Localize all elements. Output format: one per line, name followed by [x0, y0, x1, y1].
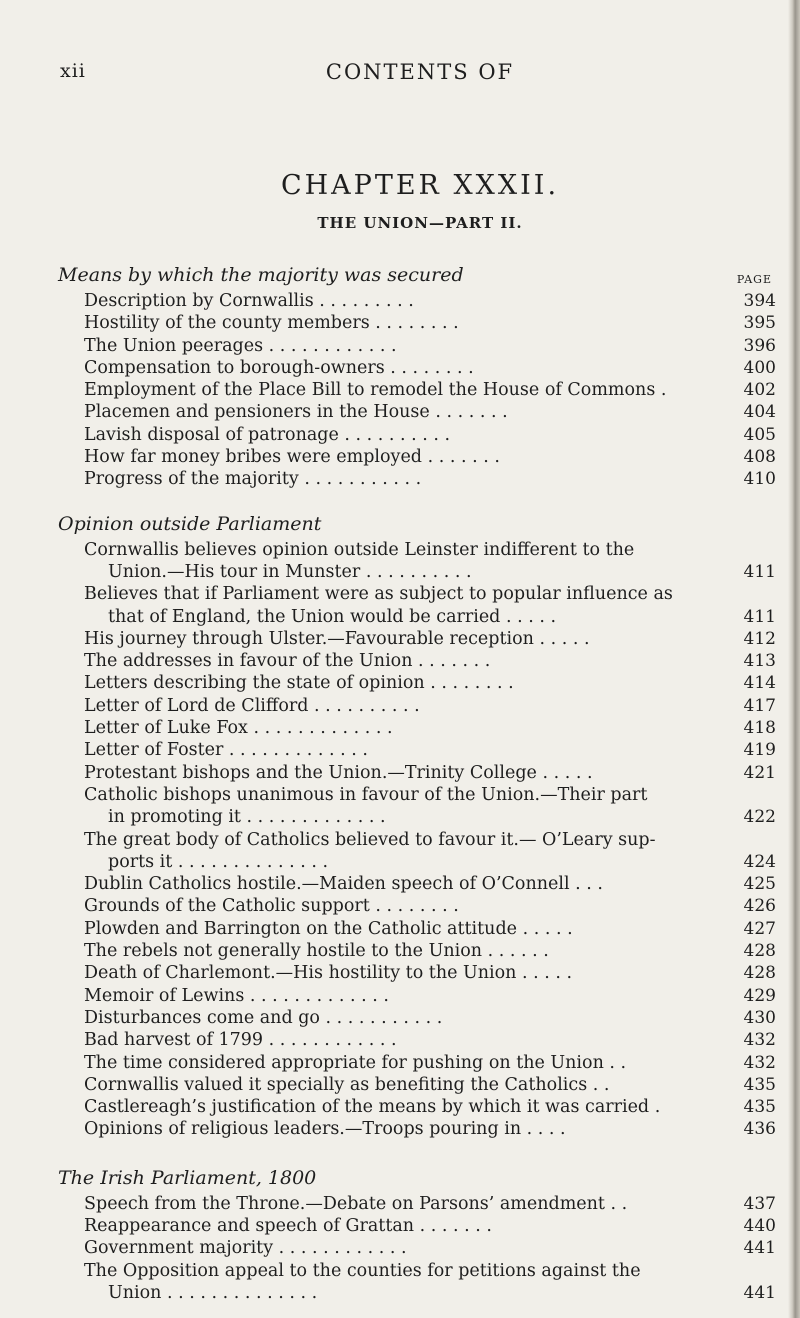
entry-title-line: Cornwallis valued it specially as benefiting the Catholics . . — [84, 1074, 610, 1095]
section-gap — [58, 1141, 776, 1163]
section-gap — [58, 491, 776, 509]
entry-page-number: 441 — [743, 1238, 776, 1259]
contents-entry — [84, 985, 776, 1007]
section-heading-text: Opinion outside Parliament — [58, 512, 322, 535]
entry-title-line: Government majority . . . . . . . . . . . . — [84, 1238, 407, 1259]
contents-entry — [84, 357, 776, 379]
entry-title-line: Letter of Foster . . . . . . . . . . . . . — [84, 740, 368, 761]
entry-title-line: Compensation to borough-owners . . . . . . . . — [84, 357, 474, 378]
entry-page-number: 429 — [743, 985, 776, 1006]
entry-page-number: 402 — [743, 380, 776, 401]
contents-entry — [84, 379, 776, 401]
contents-entry — [84, 1118, 776, 1140]
entry-title-line: in promoting it . . . . . . . . . . . . . — [108, 807, 386, 828]
entry-page-number: 437 — [743, 1193, 776, 1214]
contents-entry — [84, 1237, 776, 1259]
contents-entry — [84, 1260, 776, 1305]
contents-entry — [84, 335, 776, 357]
entry-page-number: 425 — [743, 874, 776, 895]
entry-page-number: 435 — [743, 1097, 776, 1118]
running-head — [60, 60, 780, 90]
entry-title-line: Protestant bishops and the Union.—Trinity College . . . . . — [84, 762, 593, 783]
entry-title-line: The great body of Catholics believed to favour it.— O’Leary sup- — [84, 829, 656, 850]
entry-page-number: 400 — [743, 357, 776, 378]
contents-sections — [58, 260, 776, 1304]
entry-page-number: 411 — [743, 606, 776, 627]
contents-entry — [84, 762, 776, 784]
entry-title-line: Memoir of Lewins . . . . . . . . . . . . . — [84, 985, 389, 1006]
entry-title-line: Letters describing the state of opinion . . . . . . . . — [84, 673, 514, 694]
contents-entry — [84, 717, 776, 739]
entry-title-line: Cornwallis believes opinion outside Leinster indifferent to the — [84, 539, 635, 560]
entry-title-line: Plowden and Barrington on the Catholic attitude . . . . . — [84, 918, 573, 939]
entry-page-number: 411 — [743, 561, 776, 582]
section-heading-text: Means by which the majority was secured — [58, 264, 464, 286]
entry-title-line: Letter of Lord de Clifford . . . . . . . . . . — [84, 695, 420, 716]
section-heading — [58, 260, 776, 290]
entry-title-line: How far money bribes were employed . . . . . . . — [84, 447, 500, 468]
section-heading — [58, 509, 776, 539]
entry-page-number: 396 — [743, 335, 776, 356]
contents-entry — [84, 1074, 776, 1096]
entry-page-number: 418 — [743, 718, 776, 739]
contents-entry — [84, 895, 776, 917]
section-heading — [58, 1163, 776, 1193]
contents-entry — [84, 695, 776, 717]
entry-title-line: Death of Charlemont.—His hostility to the Union . . . . . — [84, 963, 573, 984]
contents-entry — [84, 1052, 776, 1074]
entry-page-number: 436 — [743, 1119, 776, 1140]
contents-entry — [84, 873, 776, 895]
entry-title-line: Employment of the Place Bill to remodel the House of Commons . — [84, 380, 667, 401]
contents-entry — [84, 446, 776, 468]
entry-title-line: His journey through Ulster.—Favourable reception . . . . . — [84, 628, 590, 649]
entry-page-number: 430 — [743, 1007, 776, 1028]
entry-page-number: 405 — [743, 424, 776, 445]
entry-list — [58, 1193, 776, 1304]
entry-page-number: 432 — [743, 1030, 776, 1051]
entry-title-line: Letter of Luke Fox . . . . . . . . . . . . . — [84, 718, 393, 739]
running-title: CONTENTS OF — [325, 60, 515, 84]
contents-entry — [84, 739, 776, 761]
contents-entry — [84, 784, 776, 829]
contents-entry — [84, 1193, 776, 1215]
entry-title-line: Description by Cornwallis . . . . . . . . . — [84, 291, 414, 311]
entry-title-line: Reappearance and speech of Grattan . . . . . . . — [84, 1215, 492, 1236]
entry-page-number: 414 — [743, 673, 776, 694]
contents-entry — [84, 424, 776, 446]
entry-page-number: 426 — [743, 896, 776, 917]
entry-title-line: Grounds of the Catholic support . . . . . . . . — [84, 896, 459, 917]
chapter-subtitle: THE UNION—PART II. — [317, 214, 523, 232]
contents-entry — [84, 829, 776, 874]
contents-entry — [84, 940, 776, 962]
entry-title-line: Castlereagh’s justification of the means by which it was carried . — [84, 1097, 661, 1118]
contents-entry — [84, 1215, 776, 1237]
entry-title-line: Bad harvest of 1799 . . . . . . . . . . . . — [84, 1030, 397, 1051]
contents-entry — [84, 962, 776, 984]
entry-title-line: Progress of the majority . . . . . . . . . . . — [84, 469, 422, 490]
entry-page-number: 394 — [743, 291, 776, 311]
entry-title-line: Believes that if Parliament were as subject to popular influence as — [84, 584, 673, 605]
entry-page-number: 417 — [743, 695, 776, 716]
entry-page-number: 395 — [743, 313, 776, 334]
entry-page-number: 408 — [743, 447, 776, 468]
entry-list — [58, 290, 776, 491]
entry-title-line: Union . . . . . . . . . . . . . . — [108, 1282, 318, 1303]
entry-page-number: 419 — [743, 740, 776, 761]
entry-page-number: 421 — [743, 762, 776, 783]
page-folio: xii — [60, 60, 86, 82]
contents-entry — [84, 583, 776, 628]
entry-title-line: Placemen and pensioners in the House . . . . . . . — [84, 402, 508, 423]
entry-title-line: that of England, the Union would be carried . . . . . — [108, 606, 557, 627]
contents-entry — [84, 539, 776, 584]
entry-title-line: The rebels not generally hostile to the Union . . . . . . — [84, 941, 549, 962]
contents-entry — [84, 672, 776, 694]
page-binding-edge — [788, 0, 800, 1318]
entry-title-line: Lavish disposal of patronage . . . . . . . . . . — [84, 424, 451, 445]
entry-title-line: Speech from the Throne.—Debate on Parsons’ amendment . . — [84, 1193, 628, 1214]
contents-entry — [84, 290, 776, 312]
chapter-title: CHAPTER XXXII. — [280, 170, 560, 202]
contents-entry — [84, 918, 776, 940]
entry-title-line: Union.—His tour in Munster . . . . . . . . . . — [108, 561, 472, 582]
contents-entry — [84, 1096, 776, 1118]
entry-page-number: 412 — [743, 628, 776, 649]
contents-entry — [84, 650, 776, 672]
entry-title-line: Dublin Catholics hostile.—Maiden speech of O’Connell . . . — [84, 874, 603, 895]
entry-page-number: 404 — [743, 402, 776, 423]
entry-page-number: 422 — [743, 807, 776, 828]
section-heading-text: The Irish Parliament, 1800 — [58, 1166, 317, 1189]
contents-entry — [84, 628, 776, 650]
contents-entry — [84, 1029, 776, 1051]
entry-page-number: 441 — [743, 1282, 776, 1303]
contents-entry — [84, 1007, 776, 1029]
entry-page-number: 432 — [743, 1052, 776, 1073]
entry-page-number: 440 — [743, 1215, 776, 1236]
entry-title-line: The addresses in favour of the Union . . . . . . . — [84, 651, 491, 672]
entry-page-number: 435 — [743, 1074, 776, 1095]
contents-entry — [84, 468, 776, 490]
entry-page-number: 424 — [743, 851, 776, 872]
page-column-label: PAGE — [736, 273, 772, 286]
entry-page-number: 427 — [743, 918, 776, 939]
entry-page-number: 428 — [743, 941, 776, 962]
entry-list — [58, 539, 776, 1141]
contents-entry — [84, 312, 776, 334]
contents-entry — [84, 401, 776, 423]
entry-page-number: 413 — [743, 651, 776, 672]
entry-title-line: The time considered appropriate for pushing on the Union . . — [84, 1052, 627, 1073]
entry-page-number: 410 — [743, 469, 776, 490]
entry-title-line: ports it . . . . . . . . . . . . . . — [108, 851, 329, 872]
entry-page-number: 428 — [743, 963, 776, 984]
entry-title-line: Catholic bishops unanimous in favour of the Union.—Their part — [84, 784, 648, 805]
entry-title-line: The Union peerages . . . . . . . . . . . . — [84, 335, 397, 356]
entry-title-line: The Opposition appeal to the counties for petitions against the — [84, 1260, 641, 1281]
entry-title-line: Opinions of religious leaders.—Troops pouring in . . . . — [84, 1119, 566, 1140]
entry-title-line: Hostility of the county members . . . . . . . . — [84, 313, 459, 334]
entry-title-line: Disturbances come and go . . . . . . . . . . . — [84, 1007, 443, 1028]
